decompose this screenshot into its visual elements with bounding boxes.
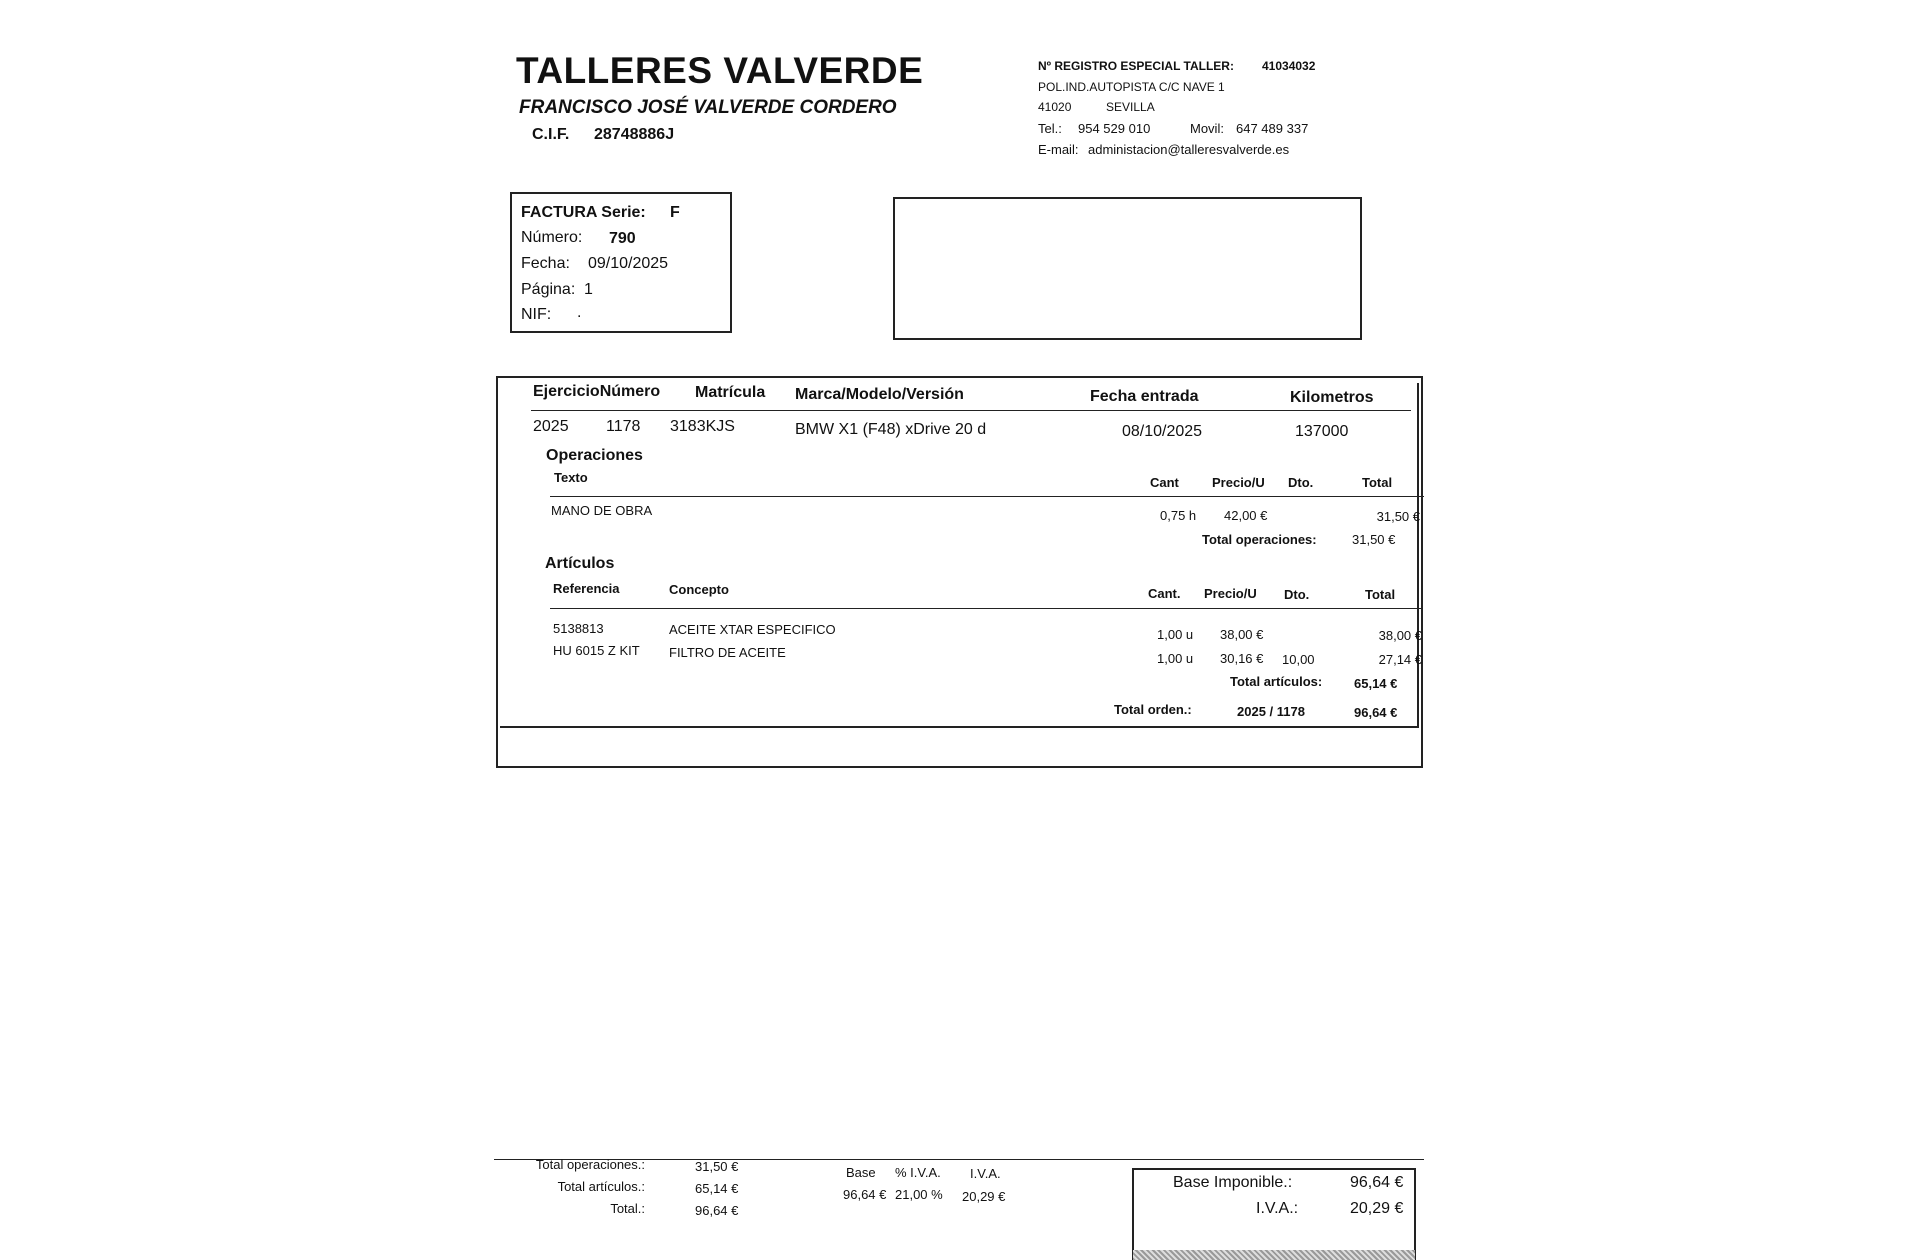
tax-pct-value: 21,00 %	[895, 1187, 943, 1202]
articles-header-rule	[550, 608, 1422, 609]
article-price: 38,00 €	[1220, 627, 1264, 642]
articles-total-label: Total artículos:	[1230, 674, 1323, 689]
nif-value: .	[577, 304, 582, 321]
city: SEVILLA	[1106, 100, 1155, 114]
vehicle-entry-date: 08/10/2025	[1122, 423, 1203, 440]
articles-header-discount: Dto.	[1284, 587, 1310, 602]
company-name: TALLERES VALVERDE	[516, 50, 924, 91]
operations-header-qty: Cant	[1150, 475, 1179, 490]
operation-price: 42,00 €	[1224, 508, 1268, 523]
articles-header-total: Total	[1365, 587, 1396, 602]
tax-header-iva: I.V.A.	[970, 1166, 1001, 1181]
operations-total-value: 31,50 €	[1352, 532, 1396, 547]
article-discount: 10,00	[1282, 652, 1315, 667]
header-plate: Matrícula	[695, 384, 766, 401]
order-total-label: Total orden.:	[1114, 702, 1192, 717]
number-value: 790	[609, 230, 636, 247]
email: administacion@talleresvalverde.es	[1088, 142, 1290, 157]
footer-articles-value: 65,14 €	[695, 1181, 739, 1196]
header-km: Kilometros	[1290, 389, 1374, 406]
base-imponible-label: Base Imponible.:	[1173, 1174, 1293, 1191]
date-label: Fecha:	[521, 255, 570, 272]
articles-header-ref: Referencia	[553, 581, 620, 596]
tax-iva-value: 20,29 €	[962, 1189, 1006, 1204]
articles-header-price: Precio/U	[1204, 586, 1257, 601]
operations-header-discount: Dto.	[1288, 475, 1314, 490]
client-address-box	[893, 197, 1362, 340]
base-imponible-value: 96,64 €	[1350, 1174, 1404, 1191]
cif-value: 28748886J	[594, 126, 675, 143]
article-qty: 1,00 u	[1157, 627, 1194, 642]
operation-text: MANO DE OBRA	[551, 503, 653, 518]
number-label: Número:	[521, 229, 583, 246]
order-total-value: 96,64 €	[1354, 705, 1398, 720]
articles-header-qty: Cant.	[1148, 586, 1181, 601]
tax-header-pct: % I.V.A.	[895, 1165, 941, 1180]
registry-number: 41034032	[1262, 59, 1316, 73]
vehicle-number: 1178	[606, 418, 641, 435]
footer-total-value: 96,64 €	[695, 1203, 739, 1218]
operation-total: 31,50 €	[1376, 509, 1420, 524]
iva-label: I.V.A.:	[1256, 1200, 1299, 1217]
header-entry-date: Fecha entrada	[1090, 388, 1199, 405]
footer-ops-value: 31,50 €	[695, 1159, 739, 1174]
article-total: 27,14 €	[1378, 652, 1422, 667]
footer-articles-label: Total artículos.:	[557, 1179, 645, 1194]
order-total-ref: 2025 / 1178	[1237, 704, 1305, 719]
series-value: F	[670, 204, 680, 221]
article-total: 38,00 €	[1378, 628, 1422, 643]
iva-value: 20,29 €	[1350, 1200, 1404, 1217]
company-owner: FRANCISCO JOSÉ VALVERDE CORDERO	[519, 97, 897, 118]
postal-code: 41020	[1038, 100, 1072, 114]
article-ref: HU 6015 Z KIT	[553, 643, 640, 658]
email-label: E-mail:	[1038, 142, 1079, 157]
footer-total-label: Total.:	[610, 1201, 645, 1216]
article-concept: ACEITE XTAR ESPECIFICO	[669, 622, 836, 637]
article-ref: 5138813	[553, 621, 604, 636]
tax-header-base: Base	[846, 1165, 876, 1180]
articles-header-concept: Concepto	[669, 582, 729, 597]
scan-hatched-strip	[1133, 1250, 1415, 1260]
nif-label: NIF:	[521, 306, 552, 323]
vehicle-plate: 3183KJS	[670, 418, 735, 435]
operations-header-total: Total	[1362, 475, 1393, 490]
operations-header-price: Precio/U	[1212, 475, 1265, 490]
phone-label: Tel.:	[1038, 121, 1062, 136]
header-model: Marca/Modelo/Versión	[795, 386, 964, 403]
page-label: Página:	[521, 281, 576, 298]
vehicle-model: BMW X1 (F48) xDrive 20 d	[795, 421, 987, 438]
phone: 954 529 010	[1078, 121, 1151, 136]
vehicle-header-rule	[531, 410, 1411, 411]
vehicle-km: 137000	[1295, 423, 1349, 440]
registry-label: Nº REGISTRO ESPECIAL TALLER:	[1038, 59, 1234, 73]
tax-base-value: 96,64 €	[843, 1187, 887, 1202]
article-concept: FILTRO DE ACEITE	[669, 645, 786, 660]
article-price: 30,16 €	[1220, 651, 1264, 666]
footer-ops-label: Total operaciones.:	[535, 1157, 645, 1172]
operations-header-rule	[550, 496, 1424, 497]
series-label: FACTURA Serie:	[521, 204, 646, 221]
date-value: 09/10/2025	[588, 255, 669, 272]
mobile: 647 489 337	[1236, 121, 1309, 136]
article-qty: 1,00 u	[1157, 651, 1194, 666]
operation-qty: 0,75 h	[1160, 508, 1197, 523]
vehicle-exercise: 2025	[533, 418, 569, 435]
header-exercise-number: EjercicioNúmero	[533, 383, 661, 400]
operations-total-label: Total operaciones:	[1202, 532, 1317, 547]
cif-label: C.I.F.	[532, 126, 570, 143]
company-address: POL.IND.AUTOPISTA C/C NAVE 1	[1038, 80, 1225, 94]
operations-title: Operaciones	[546, 447, 643, 464]
articles-title: Artículos	[545, 555, 615, 572]
mobile-label: Movil:	[1190, 121, 1224, 136]
articles-total-value: 65,14 €	[1354, 676, 1398, 691]
operations-header-text: Texto	[554, 470, 588, 485]
page-value: 1	[584, 281, 593, 298]
